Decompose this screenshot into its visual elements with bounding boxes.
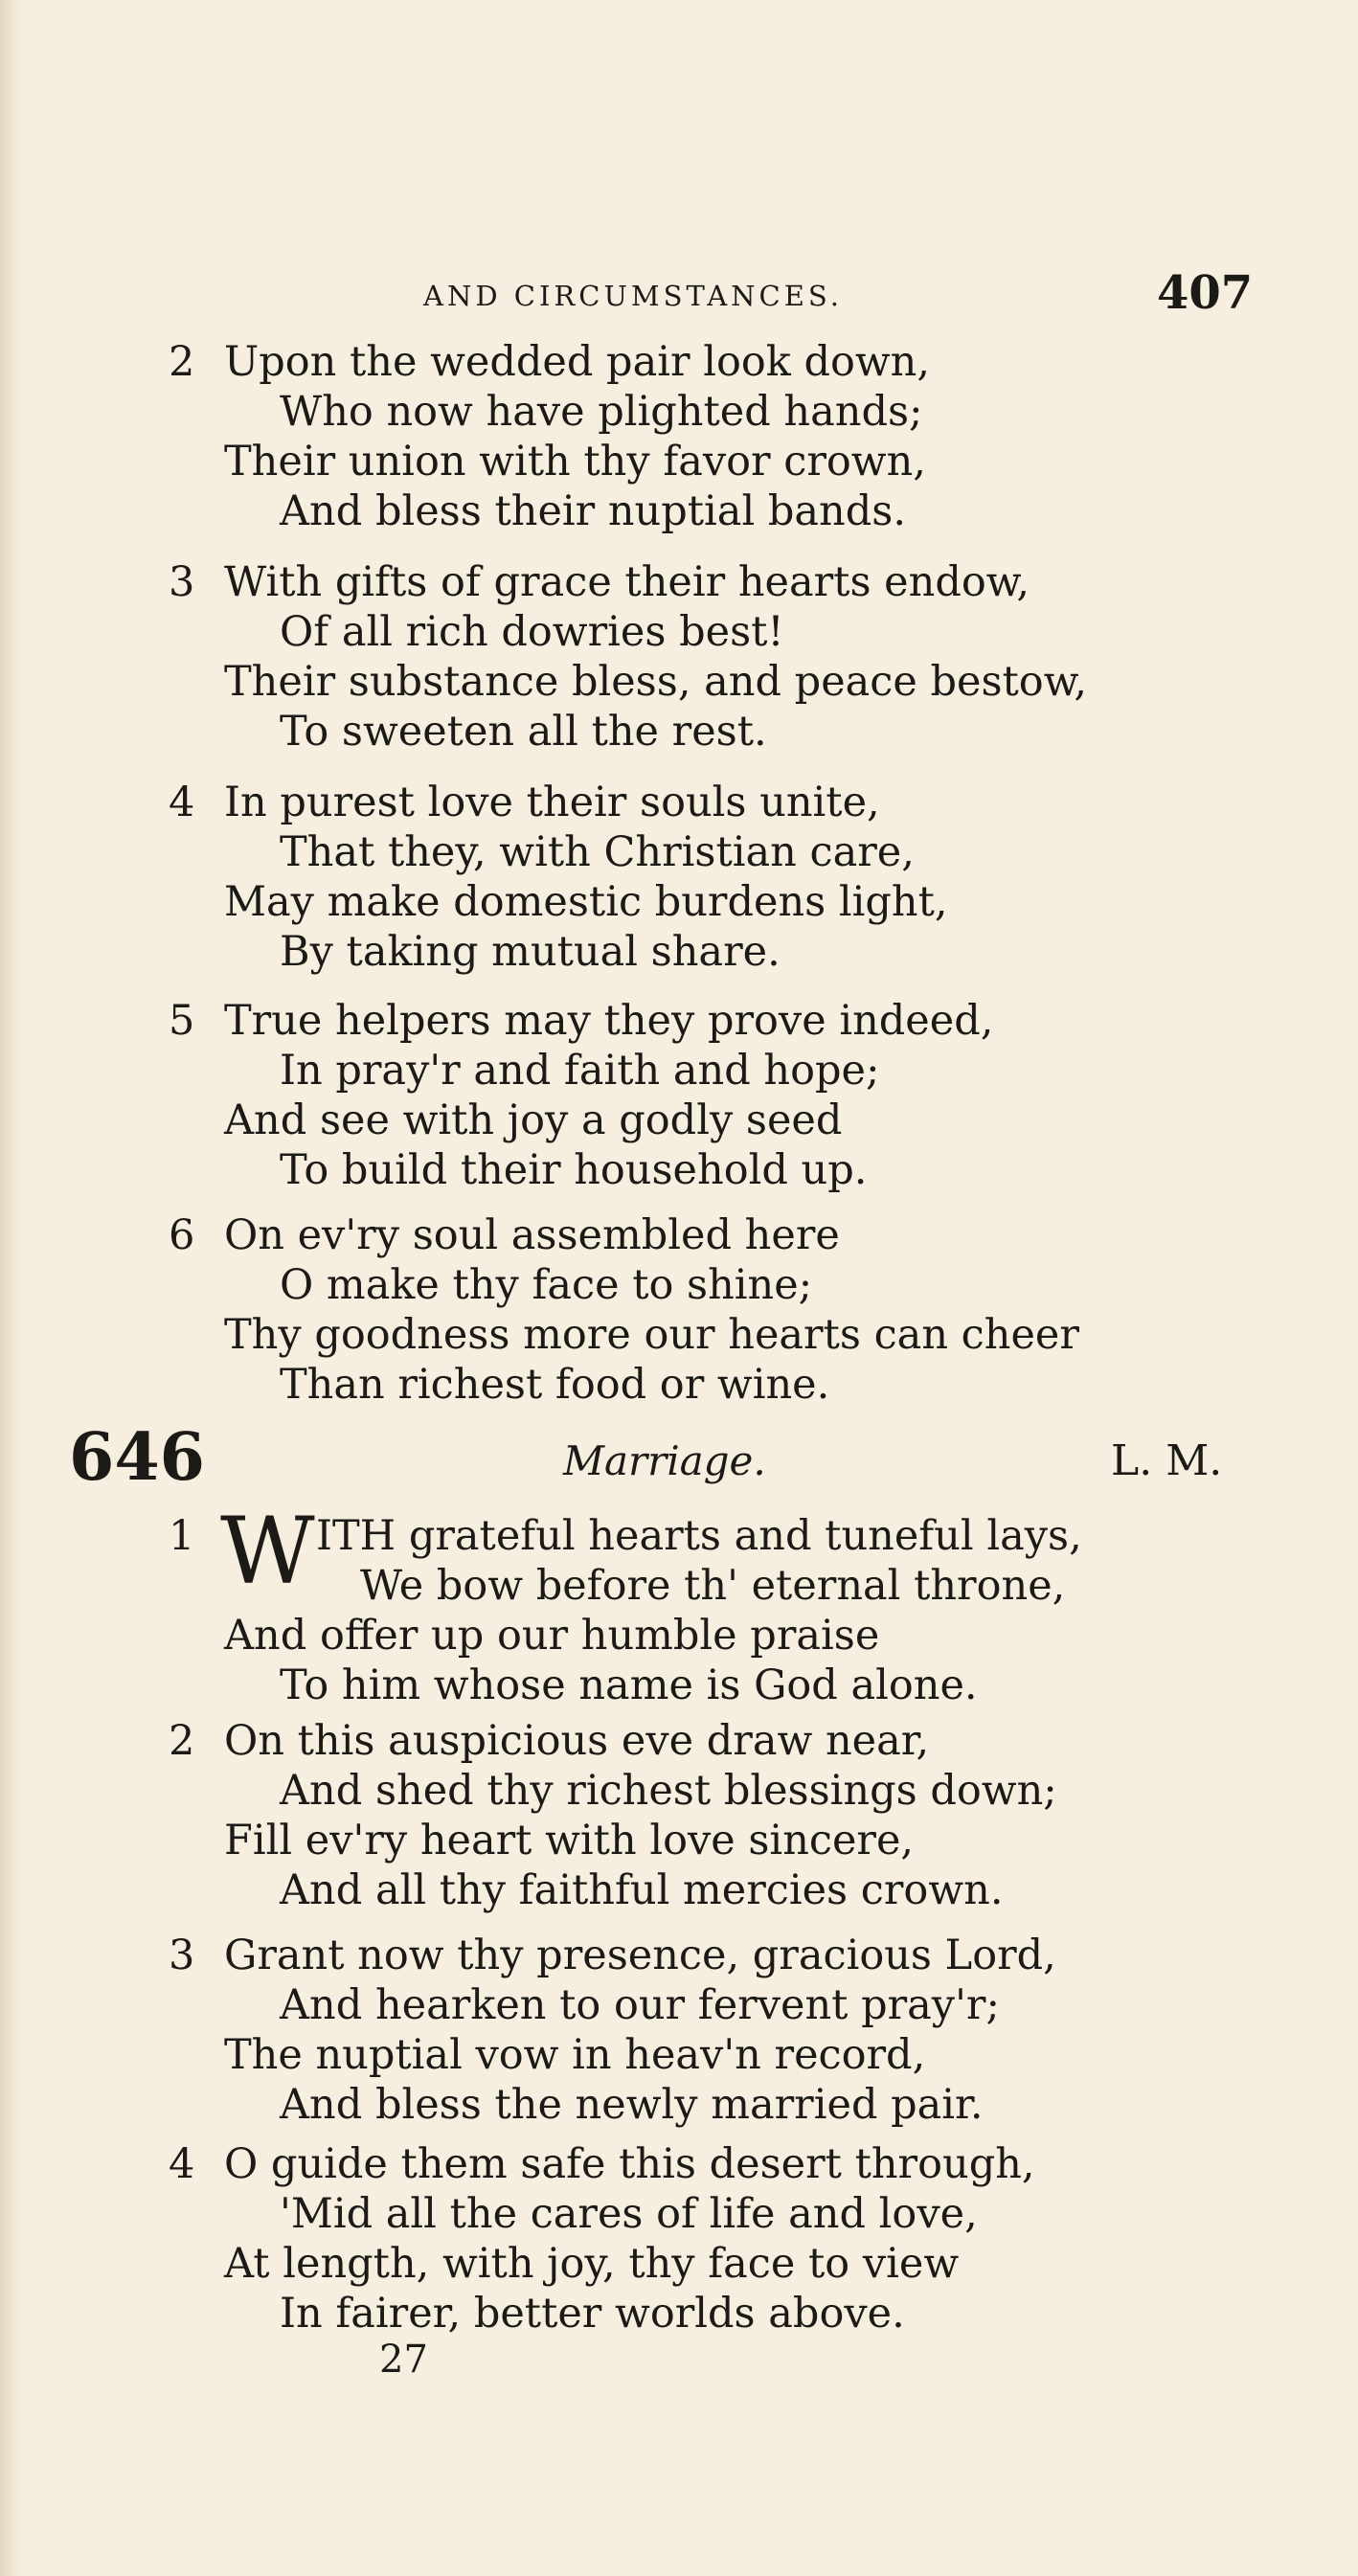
stanza-line: Upon the wedded pair look down, — [224, 338, 931, 386]
stanza-line: Their union with thy favor crown, — [224, 438, 926, 486]
stanza-line: Grant now thy presence, gracious Lord, — [224, 1932, 1056, 1979]
stanza-number: 6 — [169, 1211, 195, 1259]
running-title: AND CIRCUMSTANCES. — [423, 280, 843, 312]
stanza-number: 2 — [169, 1717, 195, 1765]
stanza-line: ITH grateful hearts and tuneful lays, — [316, 1512, 1082, 1560]
stanza-line: And all thy faithful mercies crown. — [280, 1866, 1004, 1914]
hymn-number: 646 — [69, 1419, 205, 1496]
stanza-line: On ev'ry soul assembled here — [224, 1211, 840, 1259]
stanza-line: And see with joy a godly seed — [224, 1096, 843, 1144]
stanza-line: 'Mid all the cares of life and love, — [280, 2190, 978, 2238]
stanza-line: And hearken to our fervent pray'r; — [280, 1981, 1000, 2029]
stanza-line: With gifts of grace their hearts endow, — [224, 558, 1030, 606]
stanza-line: Than richest food or wine. — [280, 1361, 830, 1409]
stanza-line: And shed thy richest blessings down; — [280, 1767, 1057, 1815]
stanza-line: O guide them safe this desert through, — [224, 2140, 1035, 2188]
stanza-line: That they, with Christian care, — [280, 828, 915, 876]
stanza-line: We bow before th' eternal throne, — [360, 1562, 1066, 1610]
stanza-line: Fill ev'ry heart with love sincere, — [224, 1817, 915, 1864]
stanza-line: To him whose name is God alone. — [280, 1661, 978, 1709]
signature-mark: 27 — [379, 2338, 428, 2382]
stanza-line: O make thy face to shine; — [280, 1261, 813, 1309]
page-gutter — [0, 0, 21, 2576]
stanza-line: In fairer, better worlds above. — [280, 2290, 905, 2338]
running-head — [0, 266, 1358, 324]
stanza-line: In purest love their souls unite, — [224, 779, 880, 826]
stanza-line: May make domestic burdens light, — [224, 878, 948, 926]
stanza-line: And offer up our humble praise — [224, 1612, 880, 1660]
drop-cap: W — [220, 1498, 315, 1605]
stanza-number: 3 — [169, 1932, 195, 1979]
stanza-line: The nuptial vow in heav'n record, — [224, 2031, 926, 2079]
stanza-number: 1 — [169, 1512, 195, 1560]
stanza-line: To build their household up. — [280, 1146, 868, 1194]
stanza-line: To sweeten all the rest. — [280, 708, 767, 756]
stanza-number: 3 — [169, 558, 195, 606]
stanza-number: 4 — [169, 2140, 195, 2188]
stanza-line: In pray'r and faith and hope; — [280, 1047, 880, 1095]
stanza-line: On this auspicious eve draw near, — [224, 1717, 930, 1765]
stanza-line: Thy goodness more our hearts can cheer — [224, 1311, 1079, 1359]
hymn-title: Marriage. — [563, 1437, 766, 1484]
stanza-line: True helpers may they prove indeed, — [224, 997, 994, 1045]
stanza-line: Who now have plighted hands; — [280, 388, 923, 436]
stanza-number: 4 — [169, 779, 195, 826]
stanza-line: By taking mutual share. — [280, 928, 781, 976]
stanza-number: 5 — [169, 997, 195, 1045]
page-number: 407 — [1157, 266, 1254, 320]
stanza-line: At length, with joy, thy face to view — [224, 2240, 960, 2288]
stanza-line: Their substance bless, and peace bestow, — [224, 658, 1088, 706]
stanza-line: And bless their nuptial bands. — [280, 487, 906, 535]
stanza-line: And bless the newly married pair. — [280, 2081, 984, 2129]
stanza-line: Of all rich dowries best! — [280, 608, 784, 656]
stanza-number: 2 — [169, 338, 195, 386]
hymn-meter: L. M. — [1111, 1436, 1223, 1485]
